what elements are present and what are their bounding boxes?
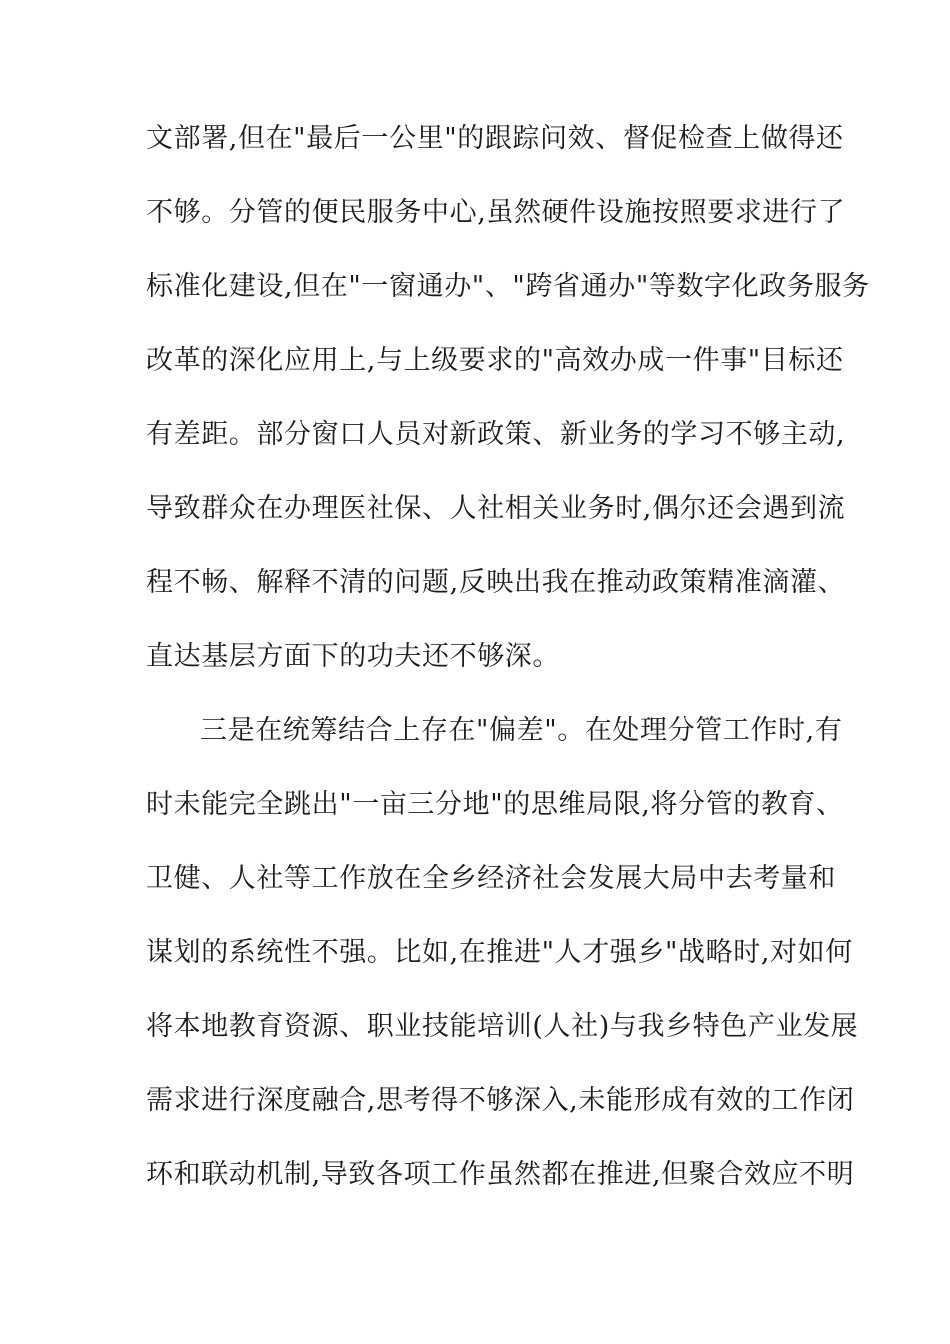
paragraph-2-line-6: 需求进行深度融合,思考得不够深入,未能形成有效的工作闭 [146,1085,855,1116]
paragraph-2-line-4: 谋划的系统性不强。比如,在推进"人才强乡"战略时,对如何 [146,937,853,968]
paragraph-1-line-5: 有差距。部分窗口人员对新政策、新业务的学习不够主动, [146,419,846,450]
paragraph-2-line-2: 时未能完全跳出"一亩三分地"的思维局限,将分管的教育、 [146,789,844,820]
paragraph-1-line-2: 不够。分管的便民服务中心,虽然硬件设施按照要求进行了 [146,197,846,228]
paragraph-2-line-1: 三是在统筹结合上存在"偏差"。在处理分管工作时,有 [200,715,843,746]
paragraph-1-line-6: 导致群众在办理医社保、人社相关业务时,偶尔还会遇到流 [146,493,846,524]
paragraph-1-line-7: 程不畅、解释不清的问题,反映出我在推动政策精准滴灌、 [146,567,846,598]
paragraph-2-line-5: 将本地教育资源、职业技能培训(人社)与我乡特色产业发展 [146,1011,859,1042]
paragraph-2-line-3: 卫健、人社等工作放在全乡经济社会发展大局中去考量和 [146,863,836,894]
paragraph-1-line-8: 直达基层方面下的功夫还不够深。 [146,641,560,672]
paragraph-1-line-3: 标准化建设,但在"一窗通办"、"跨省通办"等数字化政务服务 [146,271,870,302]
paragraph-1-line-1: 文部署,但在"最后一公里"的跟踪问效、督促检查上做得还 [146,123,844,154]
paragraph-1-line-4: 改革的深化应用上,与上级要求的"高效办成一件事"目标还 [146,345,844,376]
paragraph-2-line-7: 环和联动机制,导致各项工作虽然都在推进,但聚合效应不明 [146,1159,855,1190]
